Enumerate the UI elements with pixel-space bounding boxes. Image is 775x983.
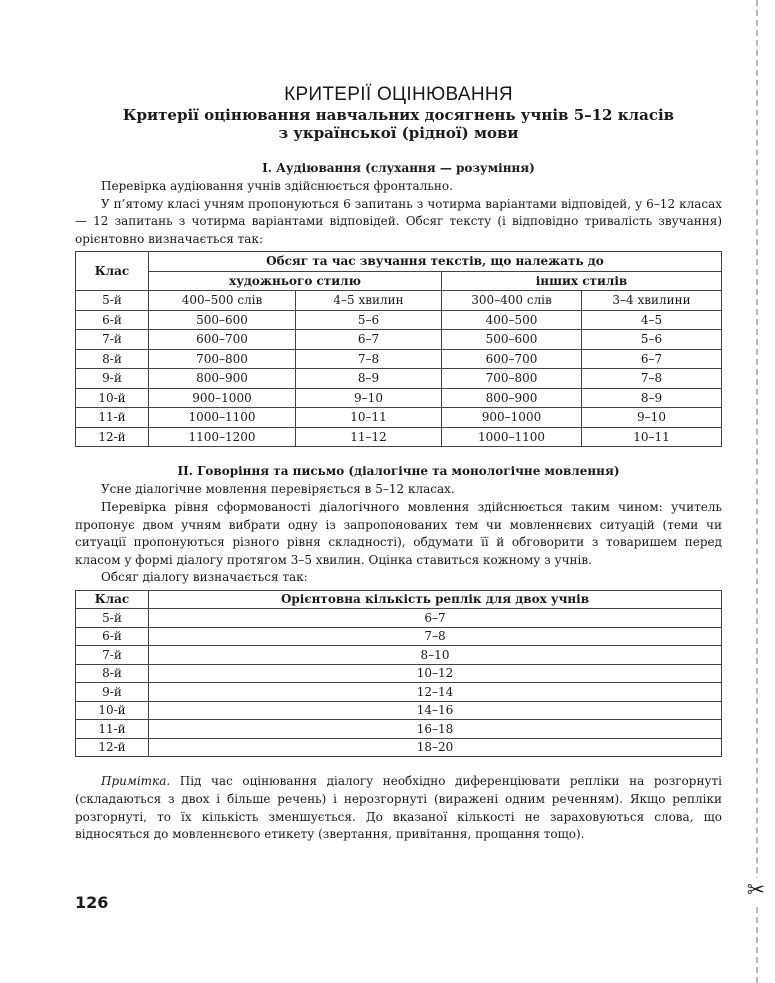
- subtitle-line-1: Критерії оцінювання навчальних досягнень учнів 5–12 класів: [122, 106, 675, 124]
- table-cell: 10–11: [296, 408, 442, 428]
- table-cell: 8–10: [149, 646, 722, 665]
- section-1-paragraph-1: Перевірка аудіювання учнів здійснюється фронтально.: [101, 179, 453, 193]
- note-text: Під час оцінювання діалогу необхідно диференціювати репліки на розгорнуті (складаються з двох і більше речень) і нерозгорнуті (виражені одним реченням). Якщо репліки розгорнуті, то їх кількість зменшується. До вказаної кількості не зараховуються слова, що відносяться до мовленнєвого етикету (звертання, привітання, прощання тощо).: [75, 774, 722, 842]
- table-cell: 500–600: [442, 330, 582, 350]
- table-cell: 11–12: [296, 427, 442, 447]
- table-cell: 900–1000: [149, 388, 296, 408]
- section-2-paragraph-2: Перевірка рівня сформованості діалогічного мовлення здійснюється таким чином: учитель пропонує двом учням вибрати одну із запропонованих тем чи мовленнєвих ситуацій (теми чи ситуації пропонуються різного рівня складності), обдумати її й обговорити з товаришем перед класом у формі діалогу протягом 3–5 хвилин. Оцінка ставиться кожному з учнів.: [75, 499, 722, 567]
- listening-header-group: Обсяг та час звучання текстів, що належать до: [149, 252, 722, 272]
- table-cell: 1100–1200: [149, 427, 296, 447]
- listening-table: [75, 251, 722, 447]
- table-cell: 9-й: [76, 369, 149, 389]
- note-paragraph: [75, 773, 722, 843]
- table-cell: 6–7: [149, 609, 722, 628]
- page-content: [75, 84, 722, 844]
- table-cell: 500–600: [149, 310, 296, 330]
- table-cell: 6-й: [76, 310, 149, 330]
- table-cell: 8-й: [76, 664, 149, 683]
- table-cell: 400–500 слів: [149, 291, 296, 311]
- table-row: [76, 330, 722, 350]
- table-cell: 1000–1100: [149, 408, 296, 428]
- table-row: [76, 291, 722, 311]
- table-cell: 11-й: [76, 720, 149, 739]
- page-number: 126: [75, 893, 109, 912]
- table-cell: 12-й: [76, 738, 149, 757]
- table-cell: 7-й: [76, 646, 149, 665]
- table-cell: 600–700: [149, 330, 296, 350]
- dialogue-table: [75, 590, 722, 758]
- table-cell: 10-й: [76, 388, 149, 408]
- table-cell: 300–400 слів: [442, 291, 582, 311]
- table-cell: 900–1000: [442, 408, 582, 428]
- table-cell: 10–12: [149, 664, 722, 683]
- table-cell: 8–9: [296, 369, 442, 389]
- table-cell: 800–900: [149, 369, 296, 389]
- table-cell: 14–16: [149, 701, 722, 720]
- table-cell: 12-й: [76, 427, 149, 447]
- listening-header-artistic: художнього стилю: [149, 271, 442, 291]
- table-cell: 6–7: [296, 330, 442, 350]
- cut-line: [756, 0, 758, 983]
- table-row: [76, 310, 722, 330]
- table-cell: 10-й: [76, 701, 149, 720]
- table-cell: 7-й: [76, 330, 149, 350]
- section-1-paragraph-2: У п’ятому класі учням пропонуються 6 запитань з чотирма варіантами відповідей, у 6–12 класах — 12 запитань з чотирма варіантами відповідей. Обсяг тексту (і відповідно тривалість звучання) орієнтовно визначається так:: [75, 196, 722, 246]
- section-2-heading: ІІ. Говоріння та письмо (діалогічне та монологічне мовлення): [177, 464, 620, 479]
- table-row: [76, 627, 722, 646]
- table-cell: 700–800: [442, 369, 582, 389]
- table-cell: 16–18: [149, 720, 722, 739]
- table-cell: 5–6: [582, 330, 722, 350]
- table-cell: 6–7: [582, 349, 722, 369]
- page-title: КРИТЕРІЇ ОЦІНЮВАННЯ: [284, 84, 513, 105]
- table-cell: 800–900: [442, 388, 582, 408]
- table-row: [76, 408, 722, 428]
- table-cell: 600–700: [442, 349, 582, 369]
- table-cell: 5–6: [296, 310, 442, 330]
- listening-header-other: інших стилів: [442, 271, 722, 291]
- table-cell: 12–14: [149, 683, 722, 702]
- section-1-heading: І. Аудіювання (слухання — розуміння): [262, 161, 535, 175]
- table-cell: 4–5 хвилин: [296, 291, 442, 311]
- table-row: [76, 388, 722, 408]
- table-cell: 6-й: [76, 627, 149, 646]
- table-cell: 11-й: [76, 408, 149, 428]
- section-2-paragraph-3: Обсяг діалогу визначається так:: [101, 570, 308, 585]
- table-row: [76, 369, 722, 389]
- table-row: [76, 646, 722, 665]
- dialogue-header-class: Клас: [76, 590, 149, 609]
- section-2-paragraph-1: Усне діалогічне мовлення перевіряється в 5–12 класах.: [101, 482, 455, 497]
- note-label: Примітка.: [101, 774, 171, 789]
- table-row: [76, 427, 722, 447]
- table-cell: 8–9: [582, 388, 722, 408]
- table-row: [76, 609, 722, 628]
- table-cell: 10–11: [582, 427, 722, 447]
- table-cell: 700–800: [149, 349, 296, 369]
- table-cell: 1000–1100: [442, 427, 582, 447]
- table-cell: 7–8: [582, 369, 722, 389]
- table-cell: 8-й: [76, 349, 149, 369]
- table-row: [76, 701, 722, 720]
- table-cell: 9–10: [296, 388, 442, 408]
- table-cell: 3–4 хвилини: [582, 291, 722, 311]
- table-cell: 9-й: [76, 683, 149, 702]
- subtitle-line-2: з української (рідної) мови: [278, 124, 519, 142]
- table-row: [76, 349, 722, 369]
- dialogue-header-count: Орієнтовна кількість реплік для двох учнів: [149, 590, 722, 609]
- table-cell: 7–8: [296, 349, 442, 369]
- table-row: [76, 664, 722, 683]
- table-cell: 18–20: [149, 738, 722, 757]
- scissors-icon: ✂: [743, 878, 769, 904]
- table-row: [76, 683, 722, 702]
- listening-header-class: Клас: [76, 252, 149, 291]
- table-cell: 9–10: [582, 408, 722, 428]
- table-cell: 4–5: [582, 310, 722, 330]
- table-cell: 7–8: [149, 627, 722, 646]
- table-row: [76, 720, 722, 739]
- table-cell: 5-й: [76, 609, 149, 628]
- table-cell: 5-й: [76, 291, 149, 311]
- table-row: [76, 738, 722, 757]
- table-cell: 400–500: [442, 310, 582, 330]
